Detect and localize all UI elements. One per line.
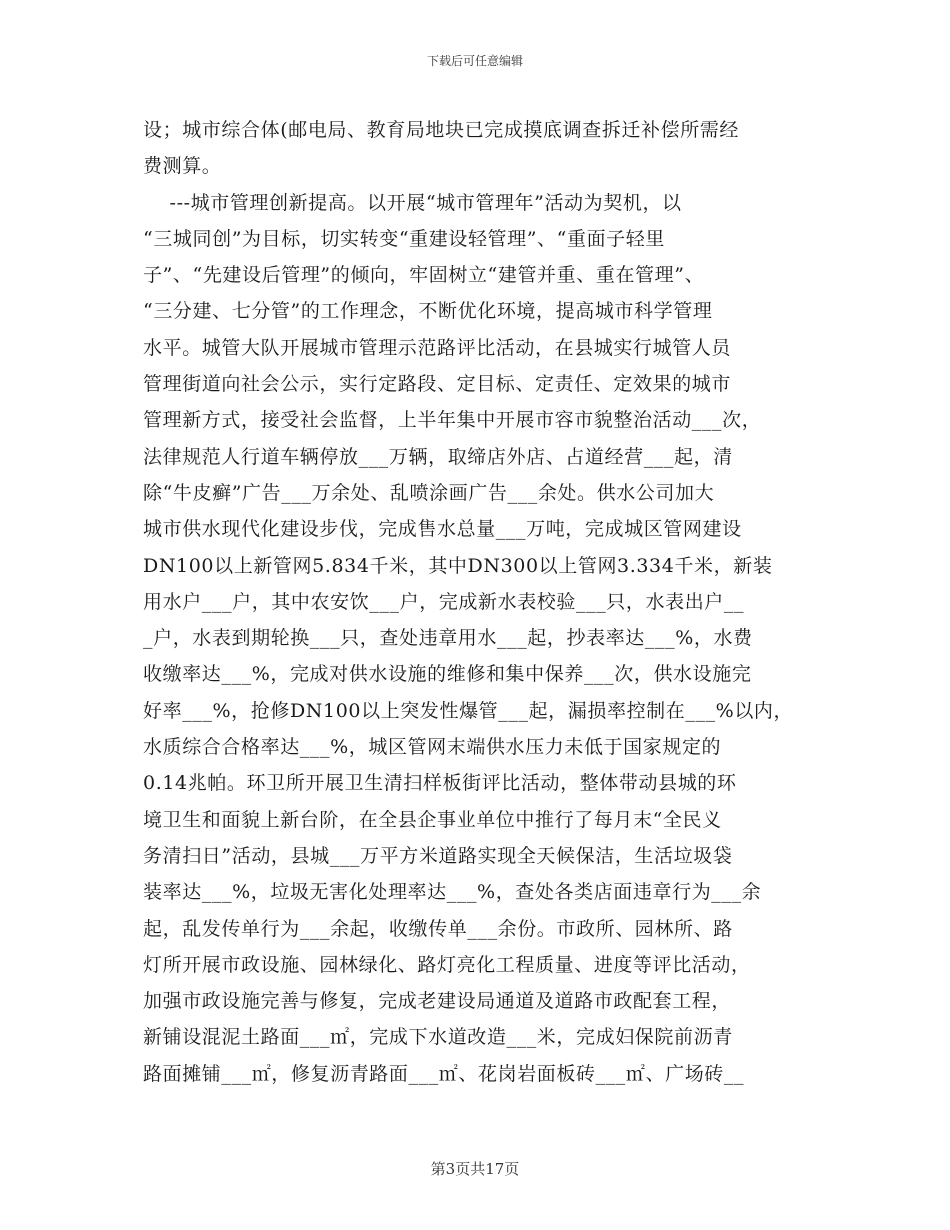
page-number: 第3页共17页	[430, 1160, 520, 1178]
text-line: 收缴率达___%，完成对供水设施的维修和集中保养___次，供水设施完	[143, 663, 752, 686]
text-line: 灯所开展市政设施、园林绿化、路灯亮化工程质量、进度等评比活动，	[143, 953, 751, 976]
text-line: 法律规范人行道车辆停放___万辆，取缔店外店、占道经营___起，清	[143, 445, 733, 468]
text-line: 用水户___户，其中农安饮___户，完成新水表校验___只，水表出户__	[143, 590, 745, 613]
text-line: 城市供水现代化建设步伐，完成售水总量___万吨，完成城区管网建设	[143, 518, 742, 541]
text-line: 管理街道向社会公示，实行定路段、定目标、定责任、定效果的城市	[143, 373, 732, 396]
text-line: “三分建、七分管”的工作理念，不断优化环境，提高城市科学管理	[143, 300, 713, 323]
text-line: 好率___%，抢修DN100以上突发性爆管___起，漏损率控制在___%以内，	[143, 699, 794, 722]
page-header: 下载后可任意编辑	[426, 54, 523, 68]
text-line: ---城市管理创新提高。以开展“城市管理年”活动为契机，以	[143, 191, 682, 214]
text-line: _户，水表到期轮换___只，查处违章用水___起，抄表率达___%，水费	[143, 627, 753, 650]
text-line: 水质综合合格率达___%，城区管网末端供水压力未低于国家规定的	[143, 736, 722, 759]
text-line: 起，乱发传单行为___余起，收缴传单___余份。市政所、园林所、路	[143, 917, 733, 940]
body-text	[143, 112, 823, 1092]
text-line: 子”、“先建设后管理”的倾向，牢固树立“建管并重、重在管理”、	[143, 264, 705, 287]
text-line: 0.14兆帕。环卫所开展卫生清扫样板街评比活动，整体带动县城的环	[143, 772, 737, 795]
text-line: 费测算。	[143, 155, 222, 178]
text-line: 务清扫日”活动，县城___万平方米道路实现全天候保洁，生活垃圾袋	[143, 844, 733, 867]
text-line: 装率达___%，垃圾无害化处理率达___%，查处各类店面违章行为___余	[143, 881, 762, 904]
text-line: 新铺设混泥土路面___㎡，完成下水道改造___米，完成妇保院前沥青	[143, 1026, 733, 1049]
text-line: 管理新方式，接受社会监督，上半年集中开展市容市貌整治活动___次，	[143, 409, 762, 432]
text-line: 路面摊铺___㎡，修复沥青路面___㎡、花岗岩面板砖___㎡、广场砖__	[143, 1062, 745, 1085]
text-line: 设；城市综合体(邮电局、教育局地块已完成摸底调查拆迁补偿所需经	[143, 119, 740, 141]
text-line: 除“牛皮癣”广告___万余处、乱喷涂画广告___余处。供水公司加大	[143, 481, 715, 504]
text-line: DN100以上新管网5.834千米，其中DN300以上管网3.334千米，新装	[143, 554, 773, 577]
text-line: “三城同创”为目标，切实转变“重建设轻管理”、“重面子轻里	[143, 227, 665, 250]
text-line: 加强市政设施完善与修复，完成老建设局通道及道路市政配套工程，	[143, 990, 732, 1013]
text-line: 水平。城管大队开展城市管理示范路评比活动，在县城实行城管人员	[143, 336, 732, 359]
text-line: 境卫生和面貌上新台阶，在全县企事业单位中推行了每月末“全民义	[143, 808, 722, 831]
